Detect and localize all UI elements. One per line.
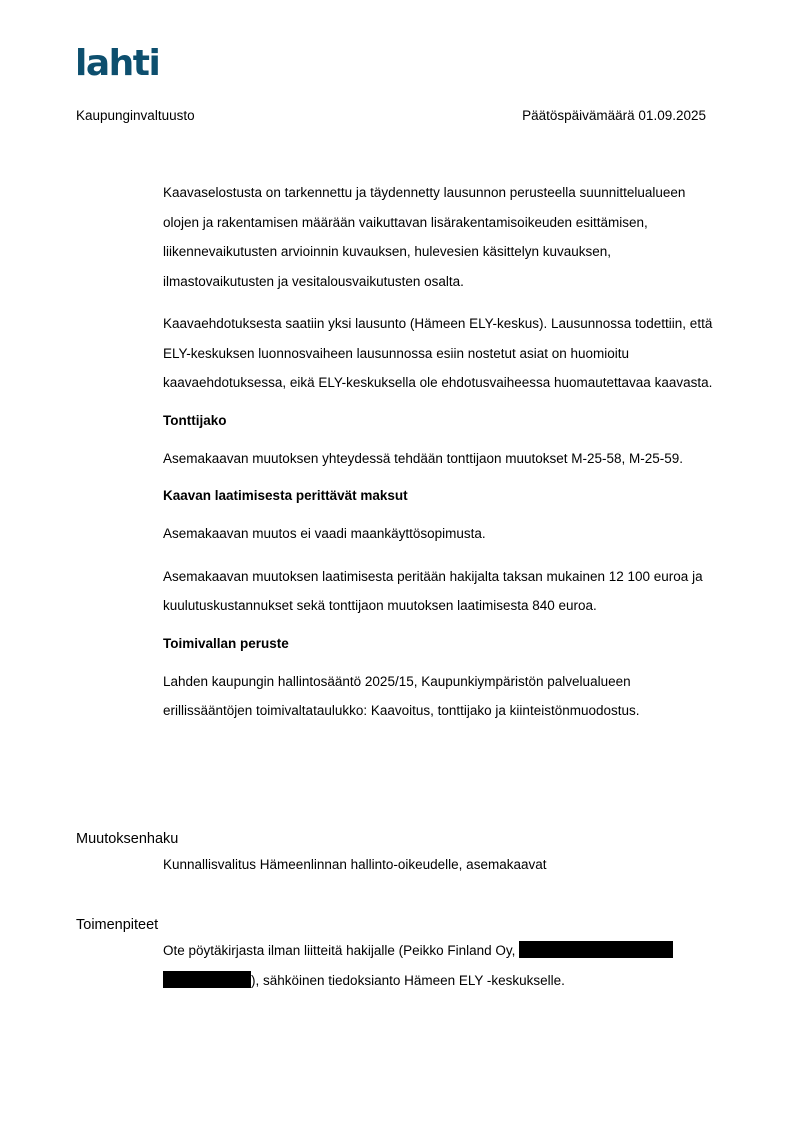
paragraph-lausunto: Kaavaehdotuksesta saatiin yksi lausunto (Hämeen ELY-keskus). Lausunnossa todettiin, että ELY-keskuksen luonnosvaiheen lausunnossa esiin nostetut asiat on huomioitu kaavaehdotuksessa, eikä ELY-keskuksella ole ehdotusvaiheessa huomautettavaa kaavasta. (163, 316, 713, 390)
heading-toimivalta: Toimivallan peruste (163, 635, 289, 651)
paragraph-maankayttosopimus: Asemakaavan muutos ei vaadi maankäyttösopimusta. (163, 526, 486, 541)
toimenpiteet-text-after: ), sähköinen tiedoksianto Hämeen ELY -keskukselle. (251, 972, 565, 988)
heading-tonttijako: Tonttijako (163, 412, 227, 428)
toimenpiteet-text (163, 936, 723, 995)
heading-maksut: Kaavan laatimisesta perittävät maksut (163, 488, 408, 503)
paragraph-toimivalta: Lahden kaupungin hallintosääntö 2025/15, Kaupunkiympäristön palvelualueen erillissääntöjen toimivaltataulukko: Kaavoitus, tonttijako ja kiinteistönmuodostus. (163, 673, 640, 718)
toimenpiteet-text-before: Ote pöytäkirjasta ilman liitteitä hakijalle (Peikko Finland Oy, (163, 943, 516, 958)
lahti-logo: lahti (75, 43, 160, 84)
heading-muutoksenhaku: Muutoksenhaku (76, 831, 179, 847)
paragraph-maksut: Asemakaavan muutoksen laatimisesta peritään hakijalta taksan mukainen 12 100 euroa ja kuulutuskustannukset sekä tonttijaon muutoksen laatimisesta 840 euroa. (163, 568, 703, 613)
document-body (163, 178, 723, 739)
redaction-block (519, 941, 673, 958)
muutoksenhaku-text: Kunnallisvalitus Hämeenlinnan hallinto-oikeudelle, asemakaavat (163, 857, 547, 872)
header-organ: Kaupunginvaltuusto (76, 108, 195, 123)
heading-toimenpiteet: Toimenpiteet (76, 917, 159, 933)
header-decision-date: Päätöspäivämäärä 01.09.2025 (522, 108, 706, 123)
redaction-block (163, 971, 251, 988)
paragraph-tonttijako: Asemakaavan muutoksen yhteydessä tehdään tonttijaon muutokset M-25-58, M-25-59. (163, 450, 684, 466)
paragraph-kaavaselostus: Kaavaselostusta on tarkennettu ja täydennetty lausunnon perusteella suunnittelualueen olojen ja rakentamisen määrään vaikuttavan lisärakentamisoikeuden esittämisen, liikennevaikutusten arvioinnin kuvauksen, hulevesien käsittelyn kuvauksen, ilmastovaikutusten ja vesitalousvaikutusten osalta. (163, 185, 686, 289)
